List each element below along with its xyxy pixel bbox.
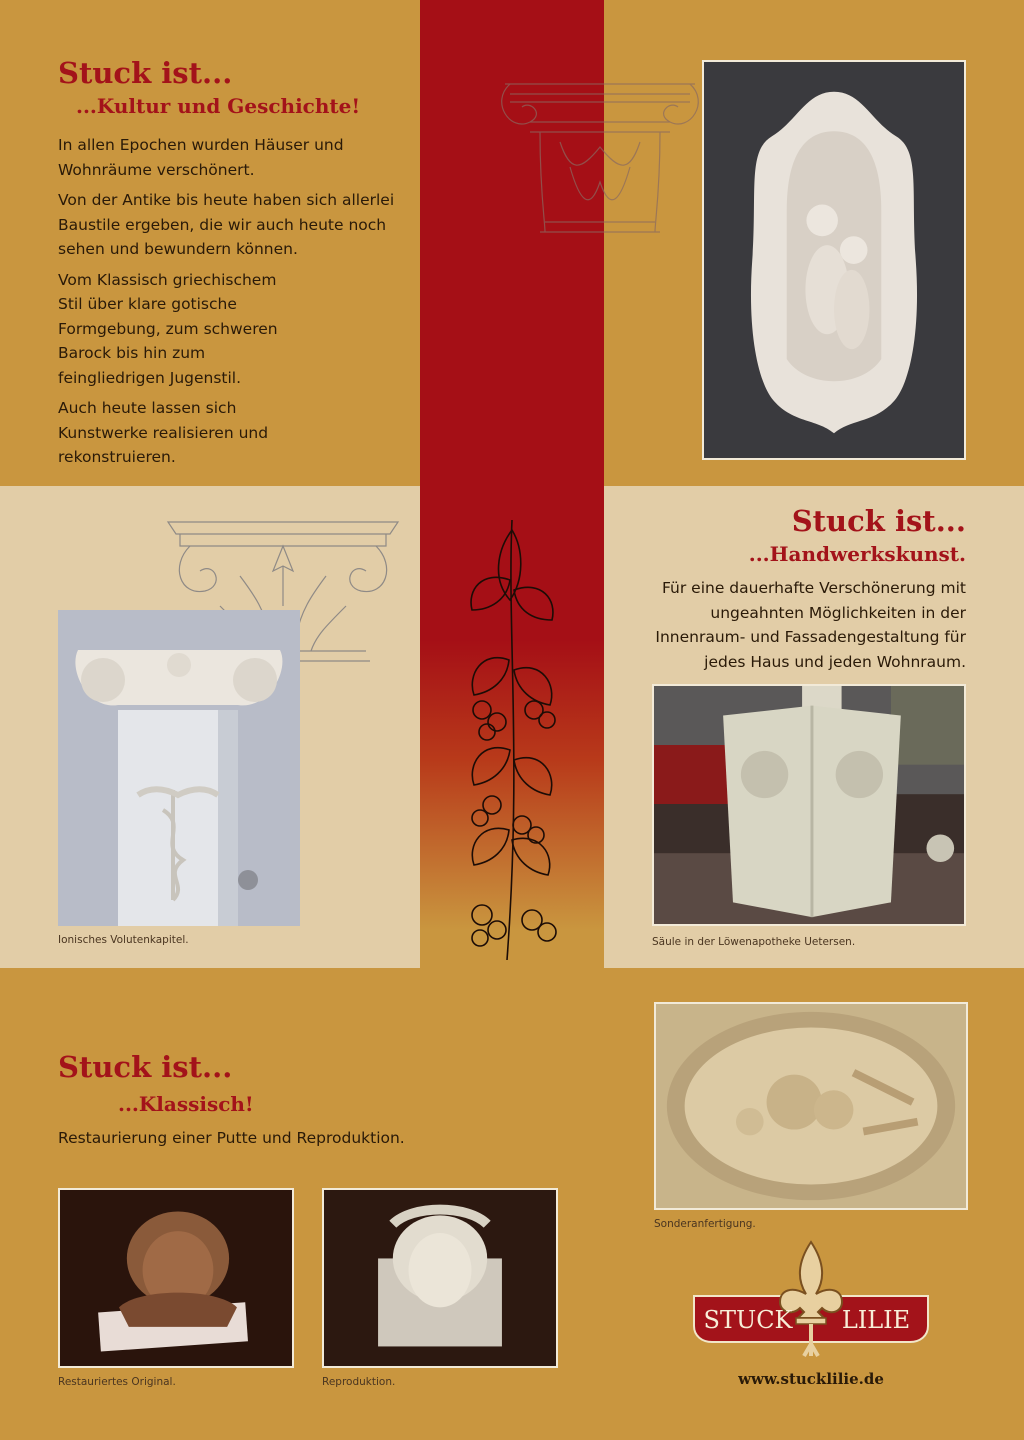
section2-body: Für eine dauerhafte Verschönerung mit ungeahnten Möglichkeiten in der Innenraum- und Fassadengestaltung für jedes Haus und jeden Wohnraum. xyxy=(655,579,966,671)
section2-heading-line1: Stuck ist... xyxy=(791,504,966,538)
lion-pedestal-photo xyxy=(652,684,966,926)
caption-special: Sonderanfertigung. xyxy=(654,1218,756,1230)
capital-line-drawing-top xyxy=(500,72,700,242)
section3-heading-line2: ...Klassisch! xyxy=(118,1092,254,1116)
section1-paragraph: Vom Klassisch griechischem Stil über klare gotische Formgebung, zum schweren Barock bis hin zum feingliedrigen Jugenstil. xyxy=(58,270,278,387)
relief-plaque-photo xyxy=(702,60,966,460)
section1-paragraph: Auch heute lassen sich Kunstwerke realisieren und rekonstruieren. xyxy=(58,399,269,466)
section2-heading-line2: ...Handwerkskunst. xyxy=(748,542,966,566)
section1-paragraph: In allen Epochen wurden Häuser und Wohnräume verschönert. xyxy=(58,136,344,179)
section1-heading-line1: Stuck ist... xyxy=(58,56,233,90)
leaf-branch-illustration xyxy=(452,510,572,970)
oval-relief-photo xyxy=(654,1002,968,1210)
section3-heading-line1: Stuck ist... xyxy=(58,1050,233,1084)
section1-paragraph: Von der Antike bis heute haben sich allerlei Baustile ergeben, die wir auch heute noch sehen und bewundern können. xyxy=(58,191,395,258)
ionic-capital-photo xyxy=(58,610,300,926)
section1-heading-line2: ...Kultur und Geschichte! xyxy=(76,94,361,118)
caption-ionic-capital: Ionisches Volutenkapitel. xyxy=(58,934,189,946)
logo-word-right: LILIE xyxy=(841,1306,911,1334)
section3-body: Restaurierung einer Putte und Reproduktion. xyxy=(58,1129,405,1147)
stucklilie-logo xyxy=(684,1238,938,1362)
website-url[interactable]: www.stucklilie.de xyxy=(738,1370,884,1388)
caption-lion-pedestal: Säule in der Löwenapotheke Uetersen. xyxy=(652,936,856,948)
logo-word-left: STUCK xyxy=(703,1306,793,1334)
caption-restored-original: Restauriertes Original. xyxy=(58,1376,176,1388)
restored-putto-photo xyxy=(58,1188,294,1368)
section1-body xyxy=(58,133,410,476)
caption-reproduction: Reproduktion. xyxy=(322,1376,396,1388)
reproduction-putto-photo xyxy=(322,1188,558,1368)
